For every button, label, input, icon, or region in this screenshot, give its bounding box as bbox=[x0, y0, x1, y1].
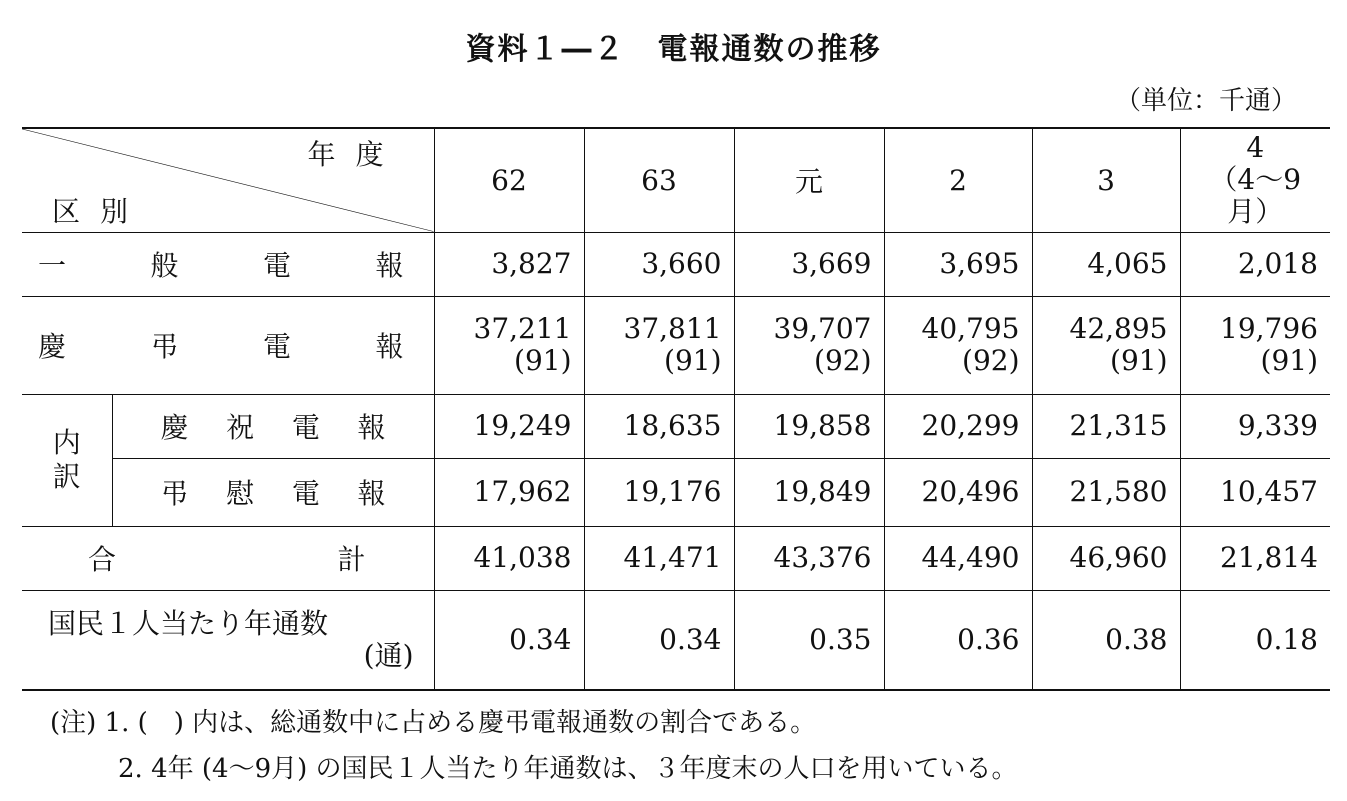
table-cell: 20,496 bbox=[884, 458, 1032, 526]
table-cell bbox=[884, 296, 1032, 394]
cell-share: (92) bbox=[962, 344, 1020, 377]
label-char: 訳 bbox=[52, 460, 81, 493]
label-char: 弔 bbox=[160, 477, 189, 510]
table-row-total bbox=[22, 526, 1330, 590]
cell-share: (92) bbox=[814, 344, 872, 377]
table-cell: 3,660 bbox=[584, 232, 734, 296]
label-char: 電 bbox=[262, 330, 291, 363]
page-title: 資料１―２ 電報通数の推移 bbox=[465, 32, 882, 67]
telegram-table bbox=[22, 127, 1330, 691]
label-char: 報 bbox=[357, 477, 386, 510]
cell-share: (91) bbox=[514, 344, 572, 377]
table-cell bbox=[434, 296, 584, 394]
row-label-keishuku bbox=[112, 394, 434, 458]
table-cell bbox=[1032, 296, 1180, 394]
row-label-general bbox=[22, 232, 434, 296]
label-char: 祝 bbox=[226, 411, 255, 444]
table-cell: 0.36 bbox=[884, 590, 1032, 690]
table-cell: 3,827 bbox=[434, 232, 584, 296]
label-char: 般 bbox=[150, 249, 179, 282]
table-cell: 9,339 bbox=[1180, 394, 1330, 458]
label-char: 電 bbox=[291, 477, 320, 510]
label-char: 慶 bbox=[160, 411, 189, 444]
table-cell: 10,457 bbox=[1180, 458, 1330, 526]
label-char: 弔 bbox=[150, 330, 179, 363]
table-cell: 20,299 bbox=[884, 394, 1032, 458]
row-label-uchiwake bbox=[22, 394, 112, 526]
label-char: 慰 bbox=[226, 477, 255, 510]
table-cell bbox=[584, 296, 734, 394]
cell-value: 39,707 bbox=[773, 311, 872, 345]
table-cell: 0.38 bbox=[1032, 590, 1180, 690]
table-cell: 3,669 bbox=[734, 232, 884, 296]
cell-value: 37,211 bbox=[473, 311, 572, 345]
table-cell: 43,376 bbox=[734, 526, 884, 590]
label-char: 慶 bbox=[38, 330, 67, 363]
row-label-choi bbox=[112, 458, 434, 526]
cell-value: 37,811 bbox=[623, 311, 722, 345]
table-row-keicho bbox=[22, 296, 1330, 394]
table-cell: 0.34 bbox=[584, 590, 734, 690]
diagonal-header-cell bbox=[22, 128, 434, 232]
table-cell: 0.35 bbox=[734, 590, 884, 690]
label-char: 報 bbox=[357, 411, 386, 444]
row-label-total bbox=[22, 526, 434, 590]
table-cell bbox=[734, 296, 884, 394]
table-cell: 0.34 bbox=[434, 590, 584, 690]
table-cell: 46,960 bbox=[1032, 526, 1180, 590]
label-char: 合 bbox=[88, 543, 117, 576]
table-cell bbox=[1180, 296, 1330, 394]
note-1: (注) 1. ( ) 内は、総通数中に占める慶弔電報通数の割合である。 bbox=[50, 708, 817, 738]
table-cell: 0.18 bbox=[1180, 590, 1330, 690]
year-header-4-year: 4 bbox=[1246, 130, 1265, 164]
table-cell: 2,018 bbox=[1180, 232, 1330, 296]
row-label-keicho bbox=[22, 296, 434, 394]
label-char: 電 bbox=[291, 411, 320, 444]
year-header-4 bbox=[1180, 128, 1330, 232]
label-char: 報 bbox=[375, 249, 404, 282]
year-header-3: 3 bbox=[1032, 128, 1180, 232]
year-header-2: 2 bbox=[884, 128, 1032, 232]
year-header-4-period: （4～9月） bbox=[1209, 163, 1302, 229]
year-header-63: 63 bbox=[584, 128, 734, 232]
cell-value: 19,796 bbox=[1220, 311, 1318, 345]
table-cell: 18,635 bbox=[584, 394, 734, 458]
table-row-keishuku bbox=[22, 394, 1330, 458]
table-row-choi bbox=[22, 458, 1330, 526]
row-label-per-capita bbox=[22, 590, 434, 690]
table-row-per-capita bbox=[22, 590, 1330, 690]
label-char: 内 bbox=[52, 426, 81, 460]
notes bbox=[50, 700, 1018, 792]
table-cell: 19,176 bbox=[584, 458, 734, 526]
header-row bbox=[22, 128, 1330, 232]
cell-share: (91) bbox=[664, 344, 722, 377]
cell-share: (91) bbox=[1260, 344, 1318, 377]
note-2: 2. 4年 (4～9月) の国民１人当たり年通数は、３年度末の人口を用いている。 bbox=[118, 754, 1018, 784]
year-header-gan: 元 bbox=[734, 128, 884, 232]
table-cell: 41,471 bbox=[584, 526, 734, 590]
table-cell: 4,065 bbox=[1032, 232, 1180, 296]
unit-label: （単位：千通） bbox=[1114, 86, 1297, 116]
label-char: 電 bbox=[262, 249, 291, 282]
table-row-general bbox=[22, 232, 1330, 296]
table-cell: 21,814 bbox=[1180, 526, 1330, 590]
cell-value: 40,795 bbox=[921, 311, 1020, 345]
table-cell: 44,490 bbox=[884, 526, 1032, 590]
table-cell: 19,858 bbox=[734, 394, 884, 458]
year-header-label: 年度 bbox=[307, 138, 404, 171]
table-cell: 41,038 bbox=[434, 526, 584, 590]
cell-share: (91) bbox=[1110, 344, 1168, 377]
cell-value: 42,895 bbox=[1069, 311, 1168, 345]
table-cell: 19,849 bbox=[734, 458, 884, 526]
table-cell: 17,962 bbox=[434, 458, 584, 526]
label-char: 報 bbox=[375, 330, 404, 363]
table-cell: 21,315 bbox=[1032, 394, 1180, 458]
year-header-62: 62 bbox=[434, 128, 584, 232]
label-char: 一 bbox=[38, 249, 67, 282]
label-char: 計 bbox=[337, 543, 366, 576]
per-capita-label: 国民１人当たり年通数 bbox=[48, 606, 329, 640]
per-capita-unit: (通) bbox=[363, 638, 414, 672]
table-cell: 21,580 bbox=[1032, 458, 1180, 526]
table-cell: 19,249 bbox=[434, 394, 584, 458]
table-cell: 3,695 bbox=[884, 232, 1032, 296]
category-header-label: 区別 bbox=[52, 194, 149, 228]
